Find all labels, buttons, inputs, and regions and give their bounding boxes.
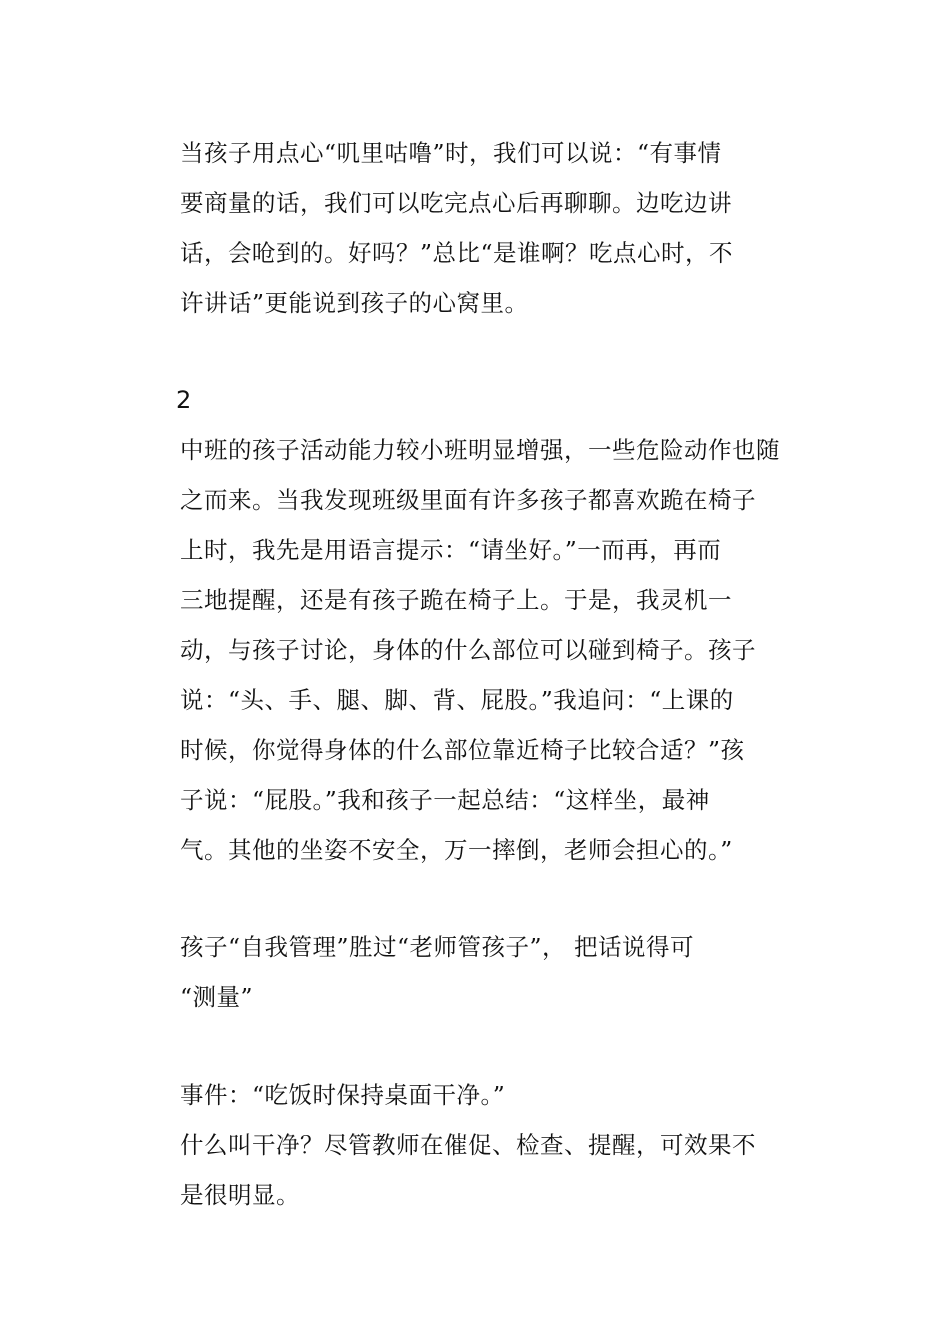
text-line: 是很明显。 — [180, 1181, 300, 1209]
paragraph-chair-sitting — [180, 425, 808, 875]
text-line: 中班的孩子活动能力较小班明显增强，一些危险动作也随 — [180, 436, 780, 464]
text-line: 什么叫干净？尽管教师在催促、检查、提醒，可效果不 — [180, 1131, 756, 1159]
text-line: 当孩子用点心“叽里咕噜”时，我们可以说：“有事情 — [180, 139, 722, 167]
paragraph-table-clean — [180, 1120, 808, 1220]
heading-line: “测量” — [180, 983, 254, 1011]
text-line: 三地提醒，还是有孩子跪在椅子上。于是，我灵机一 — [180, 586, 732, 614]
text-line: 气。其他的坐姿不安全，万一摔倒，老师会担心的。” — [180, 836, 733, 864]
text-line: 话，会呛到的。好吗？”总比“是谁啊？吃点心时，不 — [180, 239, 734, 267]
paragraph-snack-talk — [180, 128, 808, 328]
heading-line: 孩子“自我管理”胜过“老师管孩子”， 把话说得可 — [180, 933, 695, 961]
text-line: 要商量的话，我们可以吃完点心后再聊聊。边吃边讲 — [180, 189, 732, 217]
event-label — [180, 1070, 808, 1120]
event-line: 事件：“吃饭时保持桌面干净。” — [180, 1081, 506, 1109]
text-line: 动，与孩子讨论，身体的什么部位可以碰到椅子。孩子 — [180, 636, 756, 664]
text-line: 之而来。当我发现班级里面有许多孩子都喜欢跪在椅子 — [180, 486, 756, 514]
text-line: 子说：“屁股。”我和孩子一起总结：“这样坐，最神 — [180, 786, 710, 814]
text-line: 许讲话”更能说到孩子的心窝里。 — [180, 289, 529, 317]
text-line: 上时，我先是用语言提示：“请坐好。”一而再，再而 — [180, 536, 722, 564]
text-line: 时候，你觉得身体的什么部位靠近椅子比较合适？”孩 — [180, 736, 745, 764]
section-heading — [180, 922, 808, 1022]
section-number: 2 — [176, 386, 192, 414]
text-line: 说：“头、手、腿、脚、背、屁股。”我追问：“上课的 — [180, 686, 734, 714]
